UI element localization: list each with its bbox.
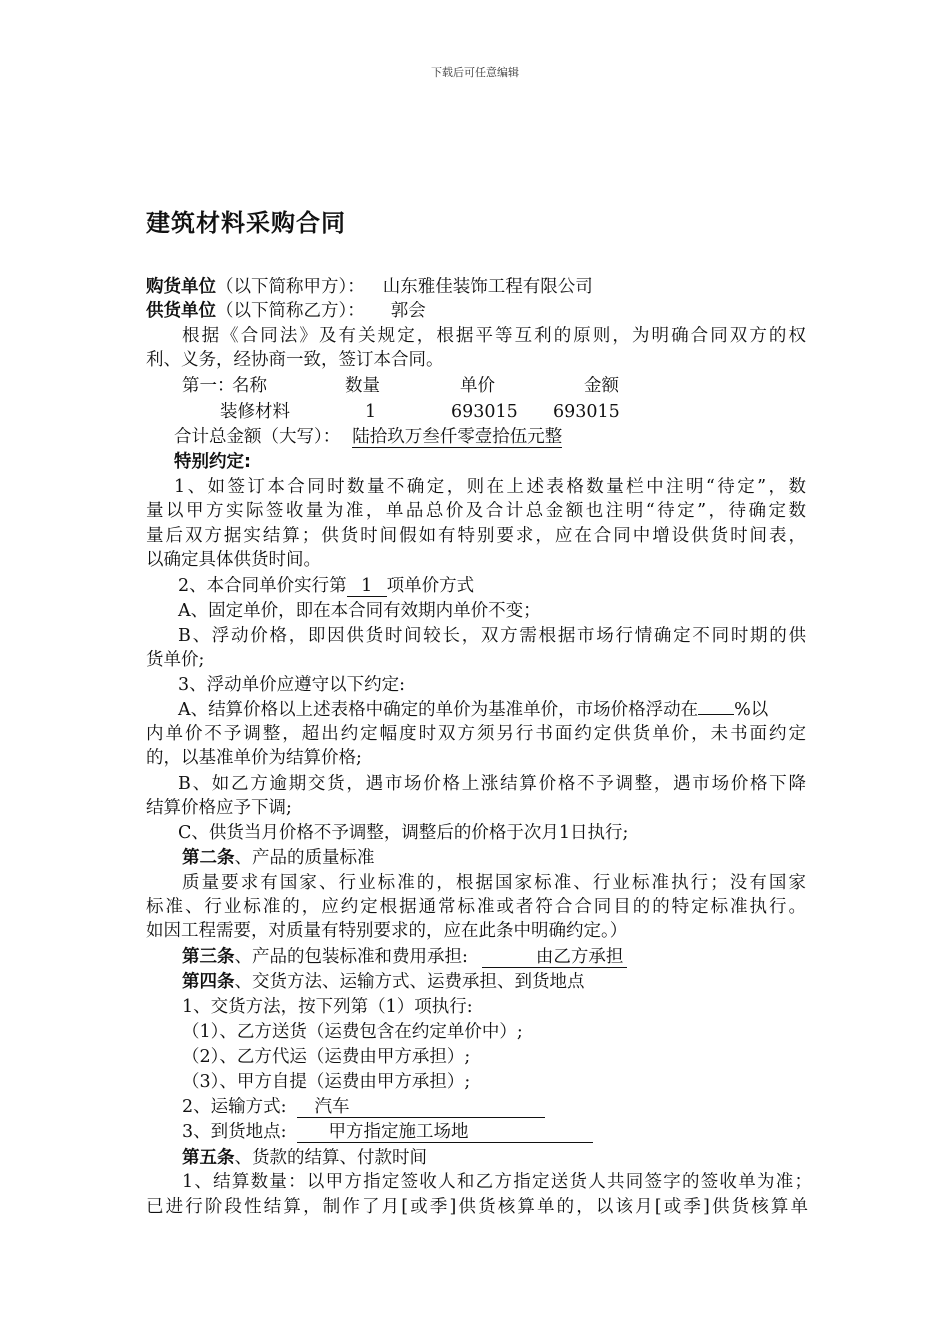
special-terms-title: 特别约定:	[174, 452, 251, 472]
buyer-value: 山东雅佳装饰工程有限公司	[382, 277, 593, 297]
table-cell-amount: 693015	[553, 402, 620, 422]
clause-2a: A、固定单价，即在本合同有效期内单价不变；	[178, 601, 541, 621]
clause-2-value: 1	[347, 576, 387, 597]
clause-3b-line-1: B、如乙方逾期交货，遇市场价格上涨结算价格不予调整，遇市场价格下降	[178, 774, 806, 794]
table-header-name: 名称	[232, 376, 267, 396]
clause-3a-percent: %以	[734, 700, 769, 720]
clause-3: 3、浮动单价应遵守以下约定:	[178, 675, 406, 695]
table-cell-quantity: 1	[365, 402, 377, 422]
buyer-label: 购货单位	[146, 277, 216, 297]
article-5-line-1: 1、结算数量：以甲方指定签收人和乙方指定送货人共同签字的签收单为准；	[182, 1172, 812, 1192]
article-4-item-3	[182, 1120, 593, 1144]
clause-3a-line-1	[178, 698, 768, 722]
clause-3a-line-3: 的，以基准单价为结算价格;	[146, 748, 362, 768]
clause-2-after: 项单价方式	[386, 576, 475, 596]
article-2-label: 第二条	[182, 848, 235, 868]
article-4-item-2	[182, 1095, 545, 1119]
table-header-quantity: 数量	[345, 376, 380, 396]
article-4-item-1: 1、交货方法，按下列第（1）项执行:	[182, 997, 473, 1017]
article-4-text: 、交货方法、运输方式、运费承担、到货地点	[234, 972, 585, 992]
total-label: 合计总金额（大写）：	[174, 427, 341, 447]
intro-line-1: 根据《合同法》及有关规定，根据平等互利的原则，为明确合同双方的权	[182, 326, 806, 346]
total-value: 陆拾玖万叁仟零壹拾伍元整	[352, 427, 563, 447]
article-3-value: 由乙方承担	[482, 947, 628, 968]
delivery-place-value: 甲方指定施工场地	[297, 1122, 593, 1143]
article-2-heading	[182, 846, 375, 870]
article-3-label: 第三条	[182, 947, 235, 967]
supplier-label: 供货单位	[146, 301, 216, 321]
article-4-option-3: （3）、甲方自提（运费由甲方承担）;	[182, 1072, 471, 1092]
table-cell-name: 装修材料	[220, 402, 290, 422]
transport-label: 2、运输方式:	[182, 1097, 287, 1117]
clause-3a-text: A、结算价格以上述表格中确定的单价为基准单价，市场价格浮动在	[178, 700, 699, 720]
clause-1-line-1: 1、如签订本合同时数量不确定，则在上述表格数量栏中注明“待定”，数	[174, 477, 806, 497]
clause-2b-line-2: 货单价;	[146, 650, 205, 670]
article-3-heading	[182, 945, 627, 969]
article-4-option-2: （2）、乙方代运（运费由甲方承担）;	[182, 1047, 471, 1067]
article-5-text: 、货款的结算、付款时间	[234, 1148, 427, 1168]
article-5-label: 第五条	[182, 1148, 235, 1168]
clause-2-line	[178, 574, 474, 598]
clause-1-line-3: 量后双方据实结算；供货时间假如有特别要求，应在合同中增设供货时间表，	[146, 526, 806, 546]
article-2-text: 、产品的质量标准	[234, 848, 375, 868]
supplier-line	[146, 299, 426, 323]
article-4-label: 第四条	[182, 972, 235, 992]
supplier-paren: （以下简称乙方）：	[216, 301, 365, 321]
delivery-place-label: 3、到货地点:	[182, 1122, 287, 1142]
buyer-line	[146, 275, 593, 299]
page-header: 下载后可任意编辑	[431, 66, 519, 79]
clause-2b-line-1: B、浮动价格，即因供货时间较长，双方需根据市场行情确定不同时期的供	[178, 626, 806, 646]
clause-3a-line-2: 内单价不予调整，超出约定幅度时双方须另行书面约定供货单价，未书面约定	[146, 724, 806, 744]
article-4-heading	[182, 970, 585, 994]
clause-3a-blank	[698, 714, 734, 715]
supplier-value: 郭会	[390, 301, 426, 321]
article-4-option-1: （1）、乙方送货（运费包含在约定单价中）;	[182, 1022, 523, 1042]
clause-1-line-2: 量以甲方实际签收量为准，单品总价及合计总金额也注明“待定”，待确定数	[146, 501, 806, 521]
article-2-line-3: 如因工程需要，对质量有特别要求的，应在此条中明确约定。）	[146, 921, 628, 941]
buyer-paren: （以下简称甲方）：	[216, 277, 365, 297]
contract-title: 建筑材料采购合同	[146, 209, 346, 237]
table-header-amount: 金额	[584, 376, 619, 396]
article-5-line-2: 已进行阶段性结算，制作了月[或季]供货核算单的，以该月[或季]供货核算单	[146, 1197, 808, 1217]
article-2-line-2: 标准、行业标准的，应约定根据通常标准或者符合合同目的的特定标准执行。	[146, 897, 806, 917]
intro-line-2: 利、义务，经协商一致，签订本合同。	[146, 350, 444, 370]
table-header-unit-price: 单价	[460, 376, 495, 396]
total-line	[174, 425, 562, 449]
table-cell-unit-price: 693015	[451, 402, 518, 422]
clause-3c: C、供货当月价格不予调整，调整后的价格于次月1日执行;	[178, 823, 629, 843]
article-5-heading	[182, 1146, 427, 1170]
clause-2-before: 2、本合同单价实行第	[178, 576, 347, 596]
transport-value: 汽车	[297, 1097, 545, 1118]
clause-3b-line-2: 结算价格应予下调;	[146, 798, 292, 818]
article-3-text: 、产品的包装标准和费用承担:	[234, 947, 468, 967]
article-2-line-1: 质量要求有国家、行业标准的，根据国家标准、行业标准执行；没有国家	[182, 873, 806, 893]
table-prefix: 第一：	[182, 376, 235, 396]
clause-1-line-4: 以确定具体供货时间。	[146, 550, 321, 570]
